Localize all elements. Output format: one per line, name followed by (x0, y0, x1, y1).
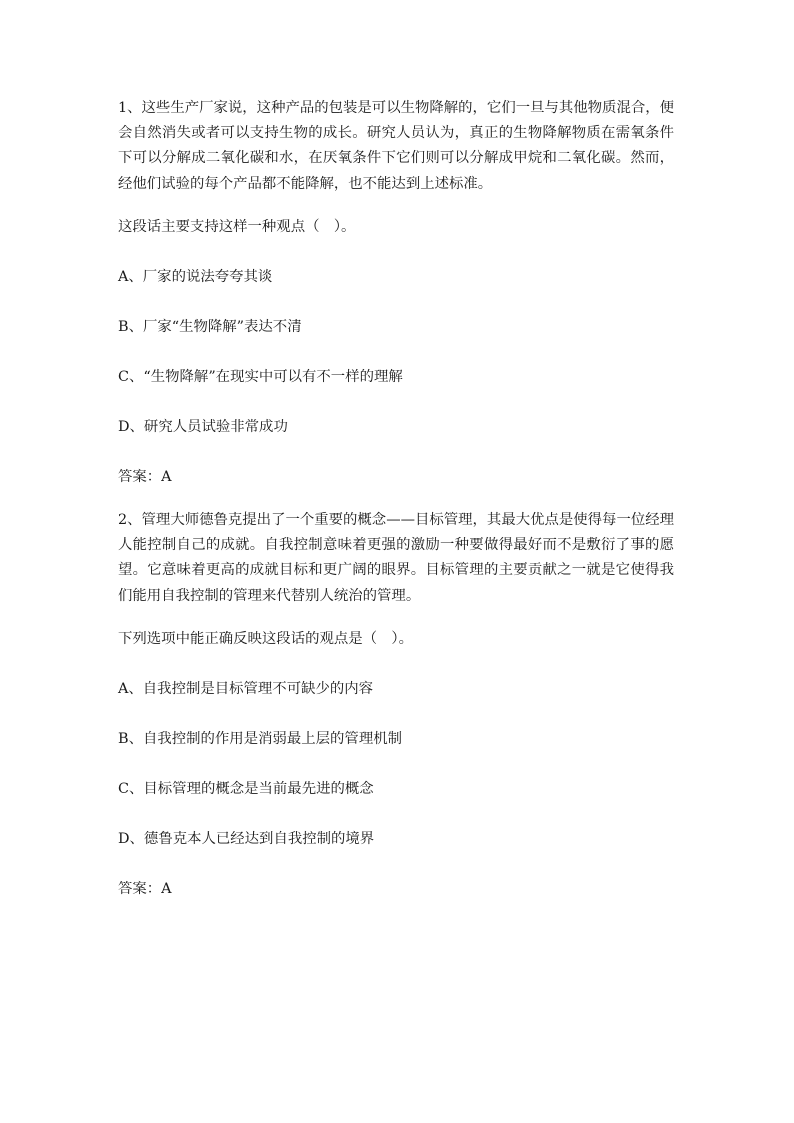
question-prompt: 下列选项中能正确反映这段话的观点是（ ）。 (118, 630, 414, 647)
option-a: A、自我控制是目标管理不可缺少的内容 (118, 680, 374, 697)
option-d: D、德鲁克本人已经达到自我控制的境界 (118, 830, 375, 847)
option-d: D、研究人员试验非常成功 (118, 418, 288, 435)
question-stem: 2、管理大师德鲁克提出了一个重要的概念——目标管理，其最大优点是使得每一位经理人能控制自己的成就。自我控制意味着更强的激励一种要做得最好而不是敷衍了事的愿望。它意味着更高的成就目标和更广阔的眼界。目标管理的主要贡献之一就是它使得我们能用自我控制的管理来代替别人统治的管理。 (118, 512, 675, 604)
option-b: B、自我控制的作用是消弱最上层的管理机制 (118, 730, 402, 747)
question-1 (118, 96, 674, 490)
option-c: C、“生物降解”在现实中可以有不一样的理解 (118, 368, 403, 385)
document-page (118, 96, 674, 927)
question-stem: 1、这些生产厂家说，这种产品的包装是可以生物降解的，它们一旦与其他物质混合，便会自然消失或者可以支持生物的成长。研究人员认为，真正的生物降解物质在需氧条件下可以分解成二氧化碳和水，在厌氧条件下它们则可以分解成甲烷和二氧化碳。然而，经他们试验的每个产品都不能降解，也不能达到上述标准。 (118, 100, 675, 192)
option-b: B、厂家“生物降解”表达不清 (118, 318, 302, 335)
answer-line: 答案：A (118, 468, 172, 485)
question-prompt: 这段话主要支持这样一种观点（ ）。 (118, 218, 356, 235)
option-a: A、厂家的说法夸夸其谈 (118, 268, 273, 285)
question-2 (118, 508, 674, 902)
option-c: C、目标管理的概念是当前最先进的概念 (118, 780, 374, 797)
answer-line: 答案：A (118, 880, 172, 897)
